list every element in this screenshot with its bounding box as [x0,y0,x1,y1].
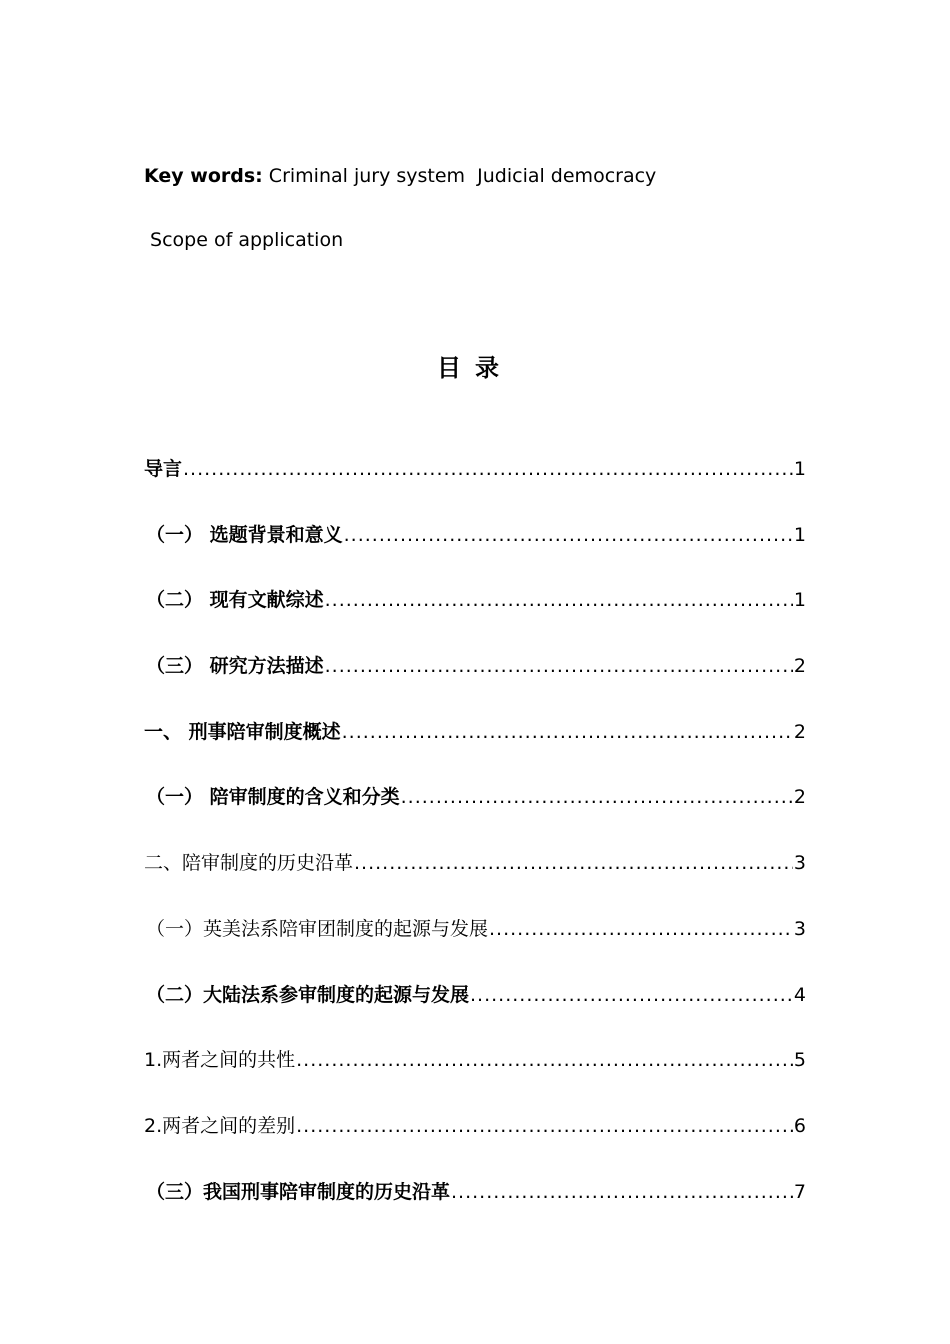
toc-dot-leader [354,844,793,882]
toc-dot-leader [296,1107,793,1145]
toc-page-number: 6 [793,1114,806,1137]
toc-entry[interactable] [144,976,806,1042]
keywords-label: Key words: [144,165,263,187]
toc-entry[interactable] [144,516,806,582]
toc-entry-text: 一、 刑事陪审制度概述 [144,720,341,743]
toc-dot-leader [342,713,793,751]
toc-entry-text: （二）大陆法系参审制度的起源与发展 [146,983,470,1006]
toc-entry-text: （一）英美法系陪审团制度的起源与发展 [146,917,489,940]
toc-entry-text: 导言 [144,458,183,480]
toc-page-number: 2 [793,786,806,809]
toc-entry-text: 二、陪审制度的历史沿革 [144,852,354,875]
toc-dot-leader [344,516,793,554]
toc-entry[interactable] [144,1107,806,1173]
toc-dot-leader [183,450,793,488]
toc-page-number: 4 [793,983,806,1006]
toc-dot-leader [489,910,793,948]
toc-entry[interactable] [144,844,806,910]
toc-dot-leader [325,581,793,619]
toc-page-number: 5 [793,1049,806,1072]
toc-page-number: 2 [793,720,806,743]
toc-entry[interactable] [144,450,806,516]
toc-dot-leader [296,1041,793,1079]
toc-dot-leader [401,778,793,816]
keywords-text-2: Scope of application [144,229,344,251]
toc-dot-leader [325,647,793,685]
toc-entry[interactable] [144,1173,806,1239]
toc-page-number: 3 [793,917,806,940]
toc-page-number: 1 [793,589,806,612]
toc-page-number: 1 [793,458,806,480]
toc-entry[interactable] [144,778,806,844]
toc-entry[interactable] [144,581,806,647]
toc-entry-text: （一） 陪审制度的含义和分类 [146,786,400,809]
toc-dot-leader [451,1173,793,1211]
toc-entry-text: （三）我国刑事陪审制度的历史沿革 [146,1180,451,1203]
toc-entry[interactable] [144,647,806,713]
toc-entry[interactable] [144,1041,806,1107]
toc-entry[interactable] [144,713,806,779]
keywords-text-1: Criminal jury system Judicial democracy [262,165,657,187]
toc-page-number: 3 [793,852,806,875]
toc-page-number: 2 [793,655,806,678]
keywords-line-2 [144,228,343,252]
toc-list [144,450,806,1238]
toc-dot-leader [470,976,793,1014]
toc-entry-text: （一） 选题背景和意义 [146,523,343,546]
toc-entry-text: （三） 研究方法描述 [146,655,324,678]
keywords-line-1 [144,164,656,188]
toc-title: 目录 [437,354,513,382]
toc-entry[interactable] [144,910,806,976]
toc-entry-text: 1.两者之间的共性 [144,1049,296,1072]
toc-page-number: 7 [793,1180,806,1203]
toc-page-number: 1 [793,523,806,546]
toc-entry-text: 2.两者之间的差别 [144,1114,296,1137]
toc-entry-text: （二） 现有文献综述 [146,589,324,612]
